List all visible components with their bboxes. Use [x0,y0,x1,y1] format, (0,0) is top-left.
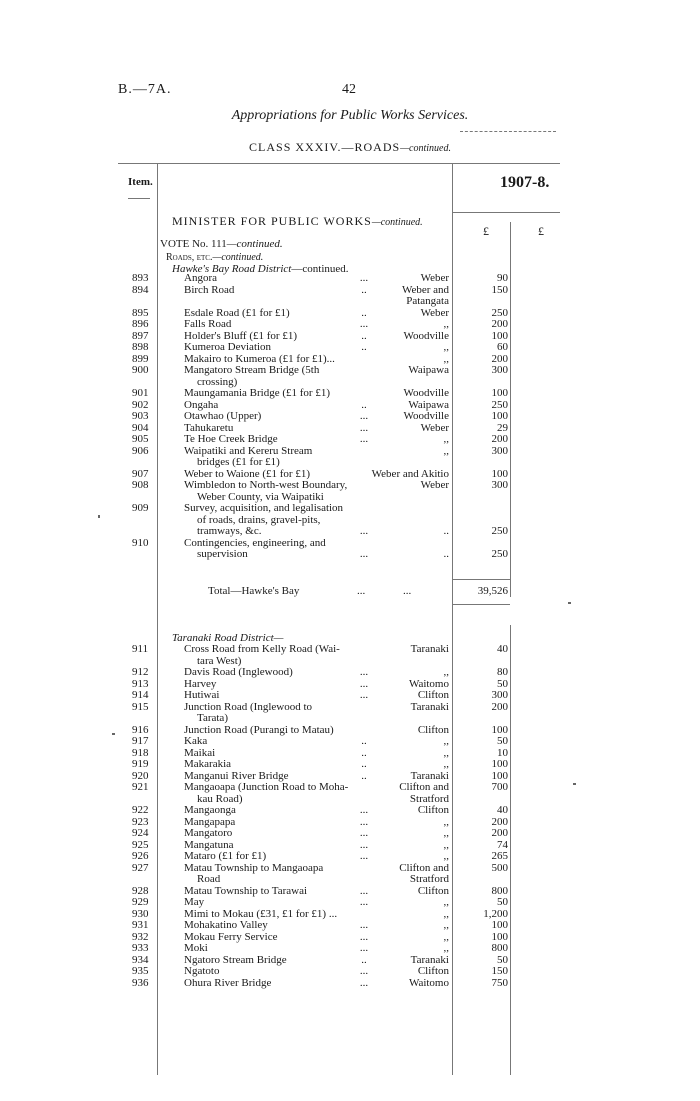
item-description: Mangaoapa (Junction Road to Moha- [184,781,349,793]
leader-dots: .. [361,283,367,296]
item-number: 894 [132,283,149,296]
amount: 100 [491,930,508,943]
leader-dots: ... [359,410,369,422]
item-description: Kaka [184,735,208,747]
amount: 750 [491,976,508,989]
leader-dots: ... [359,677,369,690]
table-top-rule [118,163,560,164]
district-name: Clifton and [399,861,449,874]
item-number: 931 [132,919,149,931]
leader-dots: ... [359,421,369,434]
scan-mark [112,733,115,735]
amount: 100 [491,410,508,422]
amount: 250 [491,306,508,319]
item-description: Mangatoro [184,827,233,839]
item-description: Maikai [184,746,216,759]
class-heading [0,140,700,155]
item-number: 933 [132,942,149,954]
item-number: 928 [132,884,149,897]
district-name: Weber and Akitio [371,467,449,480]
item-description: Esdale Road (£1 for £1) [184,306,290,319]
leader-dots: .. [361,769,367,782]
item-description: Te Hoe Creek Bridge [184,433,278,445]
district-name: Weber [420,421,449,434]
district-name: Clifton [417,965,449,977]
item-number: 896 [132,318,149,330]
amount: 74 [497,838,508,851]
amount: 200 [491,352,508,365]
district-name: ,, [443,433,449,445]
page-title: Appropriations for Public Works Services. [231,108,469,123]
taranaki-heading-main: Taranaki Road District [172,632,274,644]
leader-dots: .. [361,953,367,966]
district-name: Waipawa [408,398,449,411]
item-number: 922 [132,804,149,816]
leader-dots: ... [359,815,369,828]
leader-dots: ... [359,919,369,931]
amount: 50 [497,896,508,908]
amount: 150 [491,283,508,296]
item-description: tramways, &c. [197,525,262,537]
class-heading-main: CLASS XXXIV.—ROADS [249,140,401,154]
item-description: Mokau Ferry Service [184,930,278,943]
item-number: 935 [132,965,149,977]
leader-dots: ... [359,827,369,839]
item-number: 898 [132,341,149,353]
leader-dots: ... [359,525,369,537]
vote-heading [160,238,283,250]
item-number: 902 [132,398,149,411]
item-number: 927 [132,861,149,874]
district-name: Clifton [417,884,449,897]
amount: 40 [497,804,508,816]
vote-heading-main: VOTE No. 111 [160,238,227,250]
item-description: Waipatiki and Kereru Stream [184,444,313,457]
amount: 100 [491,387,508,399]
scan-mark [573,783,576,785]
district-name: ,, [443,746,449,759]
item-description: Mataro (£1 for £1) [184,850,267,862]
item-number: 895 [132,306,149,319]
amount-column-divider-lower [510,625,511,1075]
total-rule [452,579,510,580]
district-name: ,, [443,352,449,365]
item-description: Angora [184,272,217,284]
district-name: ,, [443,815,449,828]
district-name: Weber and [401,283,449,296]
item-description: Road [197,873,221,885]
district-name: Woodville [403,410,449,422]
page-number: 42 [342,82,356,97]
district-name: ,, [443,444,449,457]
item-description: Makairo to Kumeroa (£1 for £1)... [184,352,335,365]
item-description: Ngatoto [184,965,220,977]
year-header-rule [452,212,560,213]
item-description: Mangaonga [184,804,236,816]
district-name: ,, [443,735,449,747]
leader-dots: ... [359,896,369,908]
vote-heading-cont: —continued. [226,238,283,250]
title-rule [460,131,556,132]
district-name: Weber [420,479,449,491]
total-leader-dots-1: ... [357,585,366,597]
item-column-header: Item. [128,176,153,188]
district-name: Clifton [417,723,449,736]
item-number: 914 [132,689,149,701]
leader-dots: .. [361,398,367,411]
amount: 300 [491,479,508,491]
district-name: Clifton [417,689,449,701]
minister-heading [172,214,423,229]
amount: 200 [491,318,508,330]
scan-mark [568,602,571,604]
amount: 300 [491,364,508,376]
leader-dots: ... [359,976,369,989]
item-number: 932 [132,930,149,943]
item-description: Falls Road [184,318,232,330]
minister-heading-main: MINISTER FOR PUBLIC WORKS [172,214,372,228]
amount: 300 [491,444,508,457]
item-number: 906 [132,444,149,457]
item-description: tara West) [197,654,242,667]
item-number: 908 [132,479,149,491]
leader-dots: ... [359,838,369,851]
amount: 1,200 [483,907,508,920]
leader-dots: .. [361,746,367,759]
item-description: Davis Road (Inglewood) [184,666,293,678]
item-number: 934 [132,953,149,966]
item-description: Wimbledon to North-west Boundary, [184,479,348,491]
amount: 800 [491,884,508,897]
year-column-header: 1907-8. [500,174,550,191]
district-name: Taranaki [410,700,449,713]
item-number: 910 [132,536,149,549]
district-name: Stratford [409,792,449,805]
amount: 50 [497,953,508,966]
amount: 10 [497,746,508,759]
item-number: 899 [132,352,149,365]
item-number: 904 [132,421,149,434]
item-description: Junction Road (Purangi to Matau) [184,723,334,736]
item-number: 923 [132,815,149,828]
item-description: Matau Township to Mangaoapa [184,861,324,874]
district-name: ,, [443,838,449,851]
amount: 200 [491,827,508,839]
amount: 250 [491,398,508,411]
amount: 40 [497,643,508,655]
item-description: supervision [197,548,248,560]
district-name: Waitomo [408,976,449,989]
amount: 200 [491,700,508,713]
district-name: ,, [443,907,449,920]
item-description: Moki [184,942,208,954]
leader-dots: ... [359,850,369,862]
leader-dots: ... [359,433,369,445]
total-under-rule [452,604,510,605]
item-number: 913 [132,677,149,690]
leader-dots: ... [359,318,369,330]
item-description: Matau Township to Tarawai [184,884,308,897]
amount: 800 [491,942,508,954]
district-name: Woodville [403,329,449,342]
district-name: ,, [443,850,449,862]
hawkes-bay-total-amount: 39,526 [477,585,508,597]
item-number: 916 [132,723,149,736]
amount: 50 [497,677,508,690]
item-number: 921 [132,781,149,793]
item-description: Hutiwai [184,689,220,701]
item-number: 925 [132,838,149,851]
scan-mark [98,515,100,518]
district-name: Stratford [409,873,449,885]
district-name: Clifton and [399,781,449,793]
item-number: 924 [132,827,149,839]
item-description: Survey, acquisition, and legalisation [184,502,344,514]
item-description: kau Road) [197,792,243,805]
district-name: Weber [420,272,449,284]
district-name: ,, [443,942,449,954]
item-description: May [184,896,205,908]
item-description: Otawhao (Upper) [184,410,262,422]
item-number: 901 [132,387,149,399]
district-name: ,, [443,758,449,770]
item-description: Kumeroa Deviation [184,341,272,353]
minister-heading-cont: —continued. [371,217,423,228]
total-leader-dots-2: ... [403,585,412,597]
leader-dots: ... [359,942,369,954]
district-name: Patangata [406,295,449,307]
item-description: Ngatoro Stream Bridge [184,953,287,966]
leader-dots: ... [359,965,369,977]
item-description: bridges (£1 for £1) [197,456,280,468]
amount: 500 [491,861,508,874]
district-name: Woodville [403,387,449,399]
item-description: Tarata) [197,712,228,724]
item-number: 903 [132,410,149,422]
item-description: Mangatuna [184,838,234,851]
leader-dots: .. [361,329,367,342]
district-name: Waipawa [408,364,449,376]
district-name: Clifton [417,804,449,816]
item-description: Birch Road [184,283,235,296]
item-description: Mohakatino Valley [184,919,268,931]
item-description: Weber County, via Waipatiki [197,490,324,503]
hawkes-bay-heading-cont: —continued. [291,263,349,275]
item-description: Maungamania Bridge (£1 for £1) [184,387,331,399]
taranaki-heading-dash: — [273,632,284,644]
item-header-rule [128,198,150,199]
district-name: ,, [443,341,449,353]
hawkes-bay-total-row [0,585,700,599]
leader-dots: .. [361,306,367,319]
amount: 150 [491,965,508,977]
district-name: ,, [443,318,449,330]
item-number: 900 [132,364,149,376]
amount: 50 [497,735,508,747]
roads-subheading-main: Roads, etc. [166,252,213,263]
item-description: Mangapapa [184,815,236,828]
item-description: Ongaha [184,398,219,411]
leader-dots: .. [361,758,367,770]
leader-dots: ... [359,548,369,560]
hawkes-bay-heading-main: Hawke's Bay Road District [172,263,292,275]
district-name: Weber [420,306,449,319]
roads-subheading-cont: —continued. [212,252,264,263]
item-description: Mangatoro Stream Bridge (5th [184,364,320,376]
leader-dots: .. [361,735,367,747]
amount: 90 [497,272,508,284]
district-name: ,, [443,666,449,678]
item-description: of roads, drains, gravel-pits, [197,513,321,526]
amount: 29 [497,421,508,434]
item-number: 893 [132,272,149,284]
district-name: Taranaki [410,953,449,966]
amount: 100 [491,919,508,931]
roads-subheading [166,252,263,263]
item-description: Harvey [184,677,217,690]
item-number: 926 [132,850,149,862]
amount: 200 [491,815,508,828]
amount: 100 [491,758,508,770]
amount: 300 [491,689,508,701]
amount: 700 [491,781,508,793]
district-name: ,, [443,919,449,931]
leader-dots: ... [359,272,369,284]
item-description: Mimi to Mokau (£31, £1 for £1) ... [184,907,338,920]
amount: 250 [491,525,508,537]
amount: 100 [491,329,508,342]
district-name: ,, [443,896,449,908]
report-code: B.—7A. [118,82,172,97]
item-description: Makarakia [184,758,232,770]
item-description: Tahukaretu [184,421,234,434]
amount: 100 [491,467,508,480]
item-number: 897 [132,329,149,342]
district-name: Taranaki [410,769,449,782]
hawkes-bay-total-label: Total—Hawke's Bay [208,585,300,597]
item-number: 912 [132,666,149,678]
item-description: Manganui River Bridge [184,769,289,782]
district-name: .. [443,525,449,537]
item-description: crossing) [197,375,238,388]
amount: 250 [491,548,508,560]
amount: 60 [497,341,508,353]
item-number: 905 [132,433,149,445]
district-column-divider [452,163,453,1075]
item-number: 919 [132,758,149,770]
amount: 265 [491,850,508,862]
item-description: Weber to Waione (£1 for £1) [184,467,311,480]
leader-dots: ... [359,884,369,897]
leader-dots: ... [359,689,369,701]
item-number: 936 [132,976,149,989]
leader-dots: .. [361,341,367,353]
class-heading-cont: —continued. [400,143,451,154]
district-name: Taranaki [410,643,449,655]
pound-sign-1: £ [483,224,489,238]
item-number: 920 [132,769,149,782]
leader-dots: ... [359,930,369,943]
item-number: 907 [132,467,149,480]
item-description: Holder's Bluff (£1 for £1) [184,329,297,342]
leader-dots: ... [359,804,369,816]
item-number: 915 [132,700,149,713]
amount: 100 [491,723,508,736]
item-description: Contingencies, engineering, and [184,536,326,549]
district-name: .. [443,548,449,560]
amount-column-divider [510,222,511,597]
district-name: ,, [443,930,449,943]
item-number: 917 [132,735,149,747]
item-number: 930 [132,907,149,920]
amount: 80 [497,666,508,678]
item-description: Junction Road (Inglewood to [184,700,313,713]
item-description: Ohura River Bridge [184,976,272,989]
item-description: Cross Road from Kelly Road (Wai- [184,643,340,655]
pound-sign-2: £ [538,224,544,238]
district-name: Waitomo [408,677,449,690]
item-number: 929 [132,896,149,908]
district-name: ,, [443,827,449,839]
leader-dots: ... [359,666,369,678]
amount: 100 [491,769,508,782]
item-number: 918 [132,746,149,759]
item-number: 909 [132,502,149,514]
item-number: 911 [132,643,149,655]
amount: 200 [491,433,508,445]
